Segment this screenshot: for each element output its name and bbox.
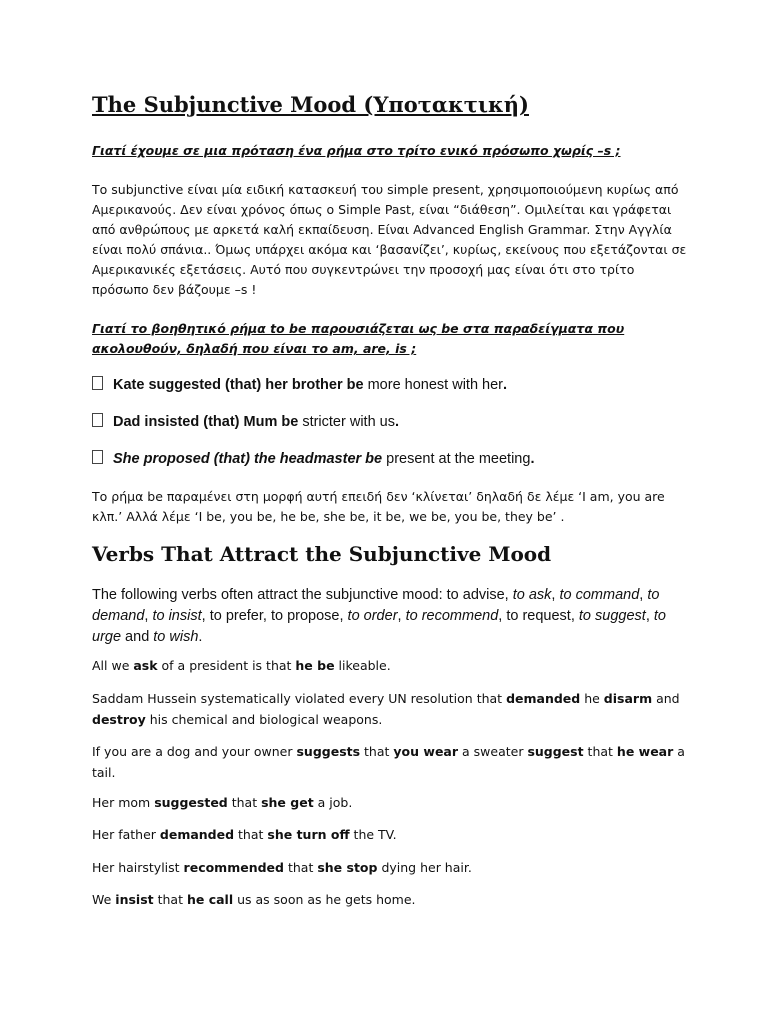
example-sentence: If you are a dog and your owner suggests that you wear a sweater suggest that he wear a tail. bbox=[92, 744, 685, 780]
checkbox-bullet-icon bbox=[92, 413, 103, 427]
page-title: The Subjunctive Mood (Υποτακτική) bbox=[92, 92, 529, 117]
example-sentence: All we ask of a president is that he be likeable. bbox=[92, 658, 391, 673]
example-item: Dad insisted (that) Mum be stricter with us. bbox=[92, 413, 399, 430]
example-sentence: Her hairstylist recommended that she stop dying her hair. bbox=[92, 860, 472, 875]
greek-paragraph-2: Το ρήμα be παραμένει στη μορφή αυτή επειδή δεν ‘κλίνεται’ δηλαδή δε λέμε ‘I am, you are κλπ.’ Αλλά λέμε ‘I be, you be, he be, she be, it be, we be, you be, they be’ . bbox=[92, 489, 665, 524]
example-item: She proposed (that) the headmaster be present at the meeting. bbox=[92, 450, 534, 467]
checkbox-bullet-icon bbox=[92, 450, 103, 464]
example-sentence: Her mom suggested that she get a job. bbox=[92, 795, 353, 810]
example-sentence: We insist that he call us as soon as he gets home. bbox=[92, 892, 416, 907]
example-sentence: Her father demanded that she turn off the TV. bbox=[92, 827, 397, 842]
greek-paragraph-1: Το subjunctive είναι μία ειδική κατασκευή του simple present, χρησιμοποιούμενη κυρίως από Αμερικανούς. Δεν είναι χρόνος όπως ο Simple Past, είναι “διάθεση”. Ομιλείται και γράφεται από ανθρώπους με αρκετά καλή εκπαίδευση. Είναι Advanced English Grammar. Στην Αγγλία είναι πολύ σπάνια.. Όμως υπάρχει ακόμα και ‘βασανίζει’, κυρίως, εκείνους που εξετάζονται σε Αμερικανικές εξετάσεις. Αυτό που συγκεντρώνει την προσοχή μας είναι ότι στο τρίτο πρόσωπο δεν βάζουμε –s ! bbox=[92, 182, 687, 297]
example-sentence: Saddam Hussein systematically violated every UN resolution that demanded he disarm and destroy his chemical and biological weapons. bbox=[92, 691, 680, 727]
intro-paragraph: The following verbs often attract the subjunctive mood: to advise, to ask, to command, to demand, to insist, to prefer, to propose, to order, to recommend, to request, to suggest, to urge and to wish. bbox=[92, 587, 666, 645]
question-heading-1: Γιατί έχουμε σε μια πρόταση ένα ρήμα στο τρίτο ενικό πρόσωπο χωρίς –s ; bbox=[92, 143, 621, 158]
question-heading-2: Γιατί το βοηθητικό ρήμα to be παρουσιάζεται ως be στα παραδείγματα που ακολουθούν, δηλαδή που είναι το am, are, is ; bbox=[92, 321, 625, 356]
checkbox-bullet-icon bbox=[92, 376, 103, 390]
section-heading: Verbs That Attract the Subjunctive Mood bbox=[92, 542, 552, 566]
example-item: Kate suggested (that) her brother be more honest with her. bbox=[92, 376, 507, 393]
